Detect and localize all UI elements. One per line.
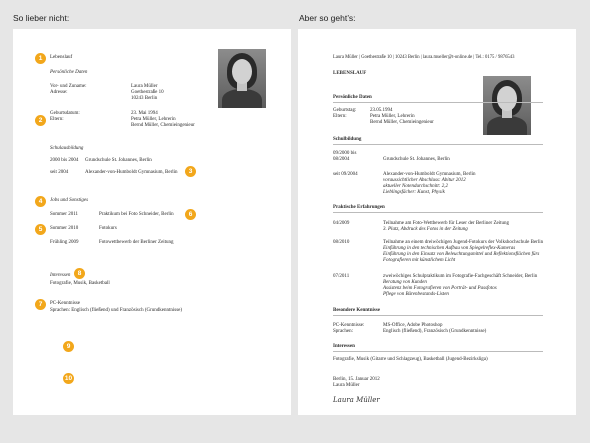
personal-data-header: Persönliche Daten xyxy=(333,95,372,100)
school-2-years: seit 09/2004 xyxy=(333,172,358,177)
exp-1-detail: 3. Platz, Abdruck des Fotos in der Zeitung xyxy=(383,227,468,232)
skills-header: Besondere Kenntnisse xyxy=(333,308,380,313)
school-2-years: seit 2004 xyxy=(50,170,69,175)
interests-value: Fotografie, Musik, Basketball xyxy=(50,281,110,286)
parent-1: Petra Müller, Lehrerin xyxy=(131,117,176,122)
exp-3-date: 07/2011 xyxy=(333,274,350,279)
school-1-years: 2000 bis 2004 xyxy=(50,158,79,163)
job-3-when: Frühling 2009 xyxy=(50,240,79,245)
left-heading: So lieber nicht: xyxy=(13,13,70,23)
birth-label: Geburtstag: xyxy=(333,108,357,113)
school-2-detail-1: voraussichtlicher Abschluss: Abitur 2012 xyxy=(383,178,466,183)
handwritten-signature: Laura Müller xyxy=(333,396,380,404)
bad-example-page xyxy=(13,29,291,415)
closing-name: Laura Müller xyxy=(333,383,360,388)
contact-header-line: Laura Müller | Goethestraße 10 | 10243 Berlin | laura.mueller@t-online.de | Tel.: 0175 / 9876543 xyxy=(333,55,515,60)
birth-label: Geburtsdatum: xyxy=(50,111,80,116)
job-3-what: Fotowettbewerb der Berliner Zeitung xyxy=(99,240,174,245)
interests-header: Interessen xyxy=(50,273,71,278)
practical-header: Praktische Erfahrungen xyxy=(333,205,385,210)
portrait-photo xyxy=(218,49,266,108)
section-divider xyxy=(333,144,543,145)
job-2-what: Fotokurs xyxy=(99,226,117,231)
school-1-years-a: 09/2000 bis xyxy=(333,151,357,156)
marker-badge-8: 8 xyxy=(74,268,85,279)
exp-2-date: 08/2010 xyxy=(333,240,350,245)
address-city: 10243 Berlin xyxy=(131,96,158,101)
school-1-name: Grundschule St. Johannes, Berlin xyxy=(383,157,450,162)
exp-1-title: Teilnahme am Foto-Wettbewerb für Leser der Berliner Zeitung xyxy=(383,221,510,226)
languages-value: Sprachen: Englisch (fließend) und Französisch (Grundkenntnisse) xyxy=(50,308,183,313)
marker-badge-9: 9 xyxy=(63,341,74,352)
jobs-header: Jobs und Sonstiges xyxy=(50,198,89,203)
section-divider xyxy=(333,315,543,316)
job-1-when: Sommer 2011 xyxy=(50,212,79,217)
exp-1-date: 04/2009 xyxy=(333,221,350,226)
pc-header: PC-Kenntnisse xyxy=(50,301,80,306)
school-header: Schulbildung xyxy=(333,137,362,142)
name-value: Laura Müller xyxy=(131,84,158,89)
section-divider xyxy=(333,102,543,103)
pc-value: MS-Office, Adobe Photoshop xyxy=(383,323,443,328)
parent-2: Bernd Müller, Chemieingenieur xyxy=(131,123,195,128)
name-label: Vor- und Zuname: xyxy=(50,84,87,89)
right-heading: Aber so geht’s: xyxy=(299,13,356,23)
portrait-photo xyxy=(483,76,531,135)
parent-2: Bernd Müller, Chemieingenieur xyxy=(370,120,434,125)
job-1-what: Praktikum bei Foto Schneider, Berlin xyxy=(99,212,174,217)
school-2-detail-3: Lieblingsfächer: Kunst, Physik xyxy=(383,190,445,195)
exp-2-detail-2: Einführung in den Einsatz von Beleuchtungsmittel und Reflektionsflächen fürs xyxy=(383,252,540,257)
school-2-name: Alexander-von-Humboldt Gymnasium, Berlin xyxy=(85,170,178,175)
parents-label: Eltern: xyxy=(333,114,347,119)
exp-2-title: Teilnahme an einem dreiwöchigen Jugend-Fotokurs der Volkshochschule Berlin xyxy=(383,240,544,245)
school-2-detail-2: aktueller Notendurchschnitt: 2,2 xyxy=(383,184,448,189)
exp-2-detail-3: Fotografieren mit künstlichem Licht xyxy=(383,258,456,263)
parent-1: Petra Müller, Lehrerin xyxy=(370,114,415,119)
exp-3-detail-3: Pflege von Bärenbestands-Listen xyxy=(383,292,449,297)
exp-2-detail-1: Einführung in den technischen Aufbau von Spiegelreflex-Kameras xyxy=(383,246,516,251)
marker-badge-4: 4 xyxy=(35,196,46,207)
closing-place-date: Berlin, 15. Januar 2012 xyxy=(333,377,380,382)
section-divider xyxy=(333,351,543,352)
languages-label: Sprachen: xyxy=(333,329,353,334)
interests-header: Interessen xyxy=(333,344,355,349)
marker-badge-7: 7 xyxy=(35,299,46,310)
exp-3-detail-2: Assistenz beim Fotografieren von Porträt- und Passfotos xyxy=(383,286,497,291)
exp-3-detail-1: Beratung von Kunden xyxy=(383,280,427,285)
exp-3-title: zweiwöchiges Schulpraktikum im Fotografie-Fachgeschäft Schneider, Berlin xyxy=(383,274,538,279)
birth-value: 23. Mai 1994 xyxy=(131,111,158,116)
job-2-when: Sommer 2010 xyxy=(50,226,79,231)
pc-label: PC-Kenntnisse: xyxy=(333,323,365,328)
school-header: Schulausbildung xyxy=(50,146,84,151)
address-label: Adresse: xyxy=(50,90,68,95)
personal-data-header: Persönliche Daten xyxy=(50,70,88,75)
marker-badge-1: 1 xyxy=(35,53,46,64)
good-example-page xyxy=(298,29,576,415)
marker-badge-3: 3 xyxy=(185,166,196,177)
parents-label: Eltern: xyxy=(50,117,64,122)
interests-value: Fotografie, Musik (Gitarre und Schlagzeug), Basketball (Jugend-Bezirksliga) xyxy=(333,357,488,362)
marker-badge-5: 5 xyxy=(35,224,46,235)
languages-value: Englisch (fließend), Französisch (Grundkenntnisse) xyxy=(383,329,487,334)
birth-value: 23.05.1994 xyxy=(370,108,393,113)
cv-title: LEBENSLAUF xyxy=(333,71,367,76)
marker-badge-2: 2 xyxy=(35,115,46,126)
marker-badge-6: 6 xyxy=(185,209,196,220)
school-1-years-b: 08/2004 xyxy=(333,157,350,162)
school-1-name: Grundschule St. Johannes, Berlin xyxy=(85,158,152,163)
cv-title: Lebenslauf xyxy=(50,55,73,60)
section-divider xyxy=(333,212,543,213)
address-street: Goethestraße 10 xyxy=(131,90,164,95)
marker-badge-10: 10 xyxy=(64,375,73,382)
school-2-name: Alexander-von-Humboldt Gymnasium, Berlin xyxy=(383,172,476,177)
